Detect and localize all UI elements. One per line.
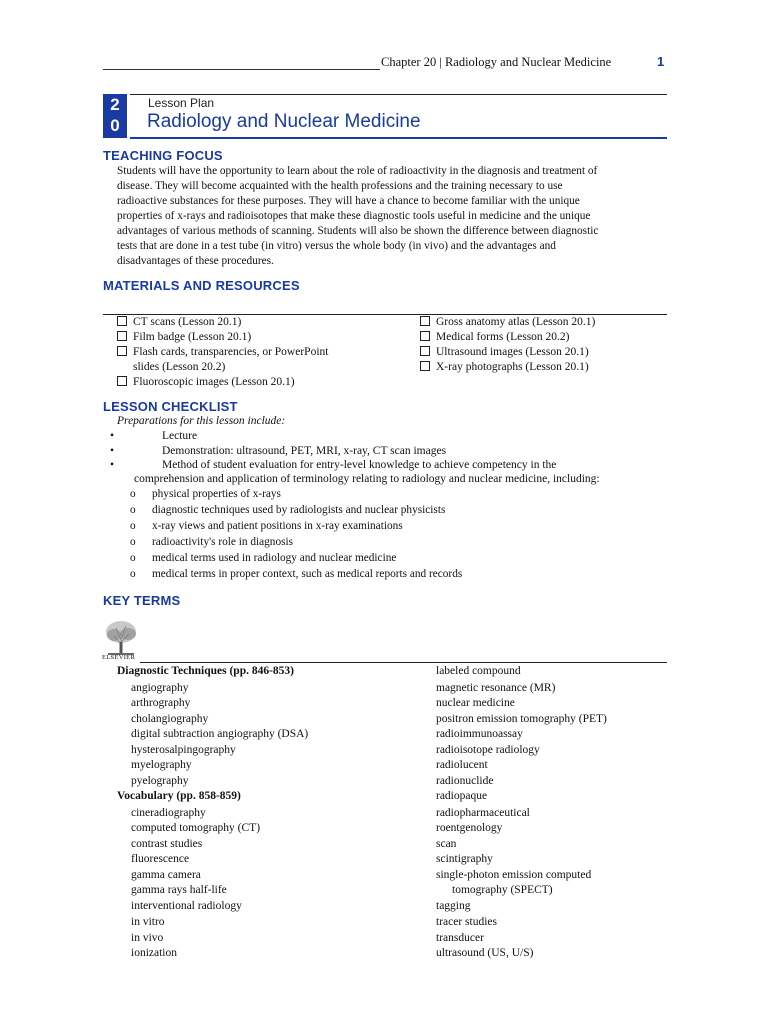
key-term: transducer <box>436 932 484 944</box>
checklist-bullet: Demonstration: ultrasound, PET, MRI, x-ray, CT scan images <box>162 445 447 457</box>
key-term: radioisotope radiology <box>436 744 540 756</box>
key-term: cineradiography <box>131 807 206 819</box>
key-term: myelography <box>131 759 192 771</box>
materials-list <box>117 315 667 395</box>
key-term: labeled compound <box>436 665 521 677</box>
key-term: nuclear medicine <box>436 697 515 709</box>
checkbox-icon <box>117 376 127 386</box>
checklist-heading: LESSON CHECKLIST <box>103 399 238 414</box>
material-item: X-ray photographs (Lesson 20.1) <box>420 360 589 375</box>
chapter-reference: Chapter 20 | Radiology and Nuclear Medicine <box>381 55 612 69</box>
paragraph-line: Students will have the opportunity to learn about the role of radioactivity in the diagnosis and treatment of <box>117 165 598 177</box>
key-term: positron emission tomography (PET) <box>436 713 607 725</box>
key-term: angiography <box>131 682 189 694</box>
key-term: arthrography <box>131 697 191 709</box>
sub-bullet-icon: o <box>130 552 136 564</box>
chapter-digit-1: 2 <box>110 95 120 114</box>
title-top-rule <box>130 94 667 95</box>
paragraph-line: disease. They will become acquainted with the health professions and the training necessary to use <box>117 180 563 192</box>
key-term: hysterosalpingography <box>131 744 236 756</box>
key-term: single-photon emission computed <box>436 869 592 881</box>
key-term: pyelography <box>131 775 189 787</box>
chapter-number-badge <box>103 94 127 138</box>
header-rule <box>103 69 380 70</box>
material-item: Gross anatomy atlas (Lesson 20.1) <box>420 315 595 330</box>
checklist-subitem: medical terms used in radiology and nuclear medicine <box>152 552 397 564</box>
checkbox-icon <box>420 361 430 371</box>
key-term: tagging <box>436 900 471 912</box>
material-item-continuation: slides (Lesson 20.2) <box>133 361 226 373</box>
paragraph-line: radioactive substances for these purposes. They will have a chance to become familiar with the unique <box>117 195 580 207</box>
page-number: 1 <box>657 54 665 69</box>
sub-bullet-icon: o <box>130 520 136 532</box>
checkbox-icon <box>117 331 127 341</box>
key-term: scintigraphy <box>436 853 493 865</box>
checklist-bullet-continuation: comprehension and application of terminology relating to radiology and nuclear medicine, including: <box>134 473 600 485</box>
bullet-icon: • <box>110 459 115 471</box>
key-terms-group-heading: Diagnostic Techniques (pp. 846-853) <box>117 665 295 677</box>
title-bottom-rule <box>130 137 667 139</box>
key-term: scan <box>436 838 457 850</box>
key-term: cholangiography <box>131 713 209 725</box>
key-terms-rule <box>140 662 667 663</box>
teaching-focus-heading: TEACHING FOCUS <box>103 148 223 163</box>
key-term: ultrasound (US, U/S) <box>436 947 534 959</box>
key-term: ionization <box>131 947 177 959</box>
paragraph-line: tests that are done in a test tube (in vitro) versus the whole body (in vivo) and the advantages and <box>117 240 556 252</box>
key-term: in vitro <box>131 916 165 928</box>
key-term: tracer studies <box>436 916 497 928</box>
chapter-digit-2: 0 <box>110 116 120 135</box>
sub-bullet-icon: o <box>130 568 136 580</box>
key-term: radiopaque <box>436 790 488 802</box>
material-item: Medical forms (Lesson 20.2) <box>420 330 570 345</box>
key-term: radioimmunoassay <box>436 728 523 740</box>
teaching-focus-paragraph <box>117 164 657 269</box>
checklist-subitem: radioactivity's role in diagnosis <box>152 536 294 548</box>
key-term: contrast studies <box>131 838 203 850</box>
paragraph-line: properties of x-rays and radioisotopes that make these diagnostic tools useful in medicine and the unique <box>117 210 591 222</box>
bullet-icon: • <box>110 430 115 442</box>
key-term: digital subtraction angiography (DSA) <box>131 728 309 740</box>
lesson-plan-label: Lesson Plan <box>148 96 215 110</box>
paragraph-line: advantages of various methods of scanning. Students will also be shown the difference between diagnostic <box>117 225 599 237</box>
checkbox-icon <box>420 316 430 326</box>
checklist-bullet: Method of student evaluation for entry-level knowledge to achieve competency in the <box>162 459 557 471</box>
lesson-title: Radiology and Nuclear Medicine <box>147 111 421 132</box>
checklist-bullet: Lecture <box>162 430 198 442</box>
key-term: gamma camera <box>131 869 201 881</box>
bullet-icon: • <box>110 445 115 457</box>
checklist-subitem: diagnostic techniques used by radiologists and nuclear physicists <box>152 504 446 516</box>
checkbox-icon <box>117 316 127 326</box>
checklist-intro: Preparations for this lesson include: <box>117 415 286 427</box>
elsevier-logo-text: ELSEVIER <box>102 654 136 661</box>
material-item: Fluoroscopic images (Lesson 20.1) <box>117 375 295 390</box>
key-terms-heading: KEY TERMS <box>103 593 181 608</box>
key-term: fluorescence <box>131 853 190 865</box>
sub-bullet-icon: o <box>130 504 136 516</box>
key-term: radionuclide <box>436 775 494 787</box>
key-term: interventional radiology <box>131 900 242 912</box>
material-item: Film badge (Lesson 20.1) <box>117 330 251 345</box>
checklist-subitem: medical terms in proper context, such as medical reports and records <box>152 568 463 580</box>
key-term: magnetic resonance (MR) <box>436 682 556 694</box>
key-term-continuation: tomography (SPECT) <box>452 884 553 896</box>
materials-heading: MATERIALS AND RESOURCES <box>103 278 300 293</box>
key-terms-group-heading: Vocabulary (pp. 858-859) <box>117 790 241 802</box>
sub-bullet-icon: o <box>130 536 136 548</box>
checklist-subitem: physical properties of x-rays <box>152 488 281 500</box>
key-term: radiolucent <box>436 759 488 771</box>
key-term: in vivo <box>131 932 164 944</box>
key-term: computed tomography (CT) <box>131 822 261 834</box>
material-item: CT scans (Lesson 20.1) <box>117 315 241 330</box>
elsevier-logo-icon <box>102 618 140 662</box>
checkbox-icon <box>420 346 430 356</box>
material-item: Ultrasound images (Lesson 20.1) <box>420 345 589 360</box>
checkbox-icon <box>420 331 430 341</box>
key-term: radiopharmaceutical <box>436 807 530 819</box>
checklist-subitem: x-ray views and patient positions in x-ray examinations <box>152 520 403 532</box>
material-item: Flash cards, transparencies, or PowerPoint <box>117 345 328 360</box>
key-term: roentgenology <box>436 822 503 834</box>
paragraph-line: disadvantages of these procedures. <box>117 255 274 267</box>
checkbox-icon <box>117 346 127 356</box>
sub-bullet-icon: o <box>130 488 136 500</box>
key-term: gamma rays half-life <box>131 884 227 896</box>
